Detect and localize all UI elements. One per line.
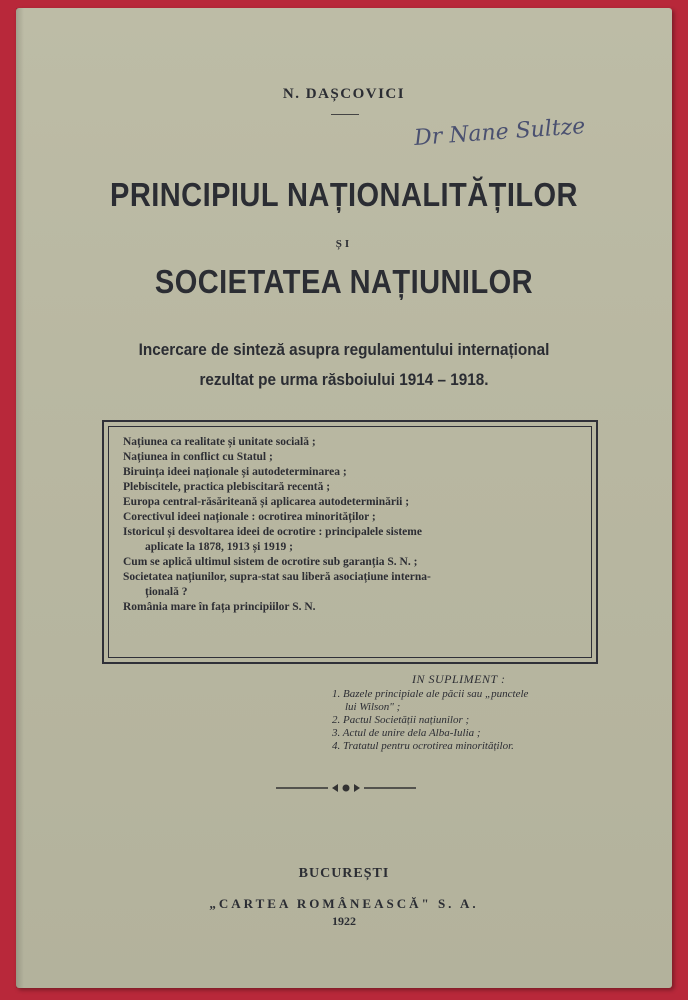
supplement-item: 2. Pactul Societății națiunilor ;	[332, 714, 470, 726]
ornament-divider-icon	[276, 780, 416, 796]
subtitle-line-1: Incercare de sinteză asupra regulamentului internațional	[138, 340, 550, 359]
book-cover	[16, 8, 672, 988]
contents-list	[108, 426, 592, 658]
title-conjunction: ȘI	[335, 238, 353, 250]
supplement-item: lui Wilson" ;	[345, 701, 401, 713]
supplement-item: 3. Actul de unire dela Alba-Iulia ;	[332, 727, 481, 739]
supplement-heading: IN SUPLIMENT :	[412, 672, 506, 686]
title-line-1: PRINCIPIUL NAȚIONALITĂȚILOR	[110, 176, 578, 213]
spine-shadow	[16, 8, 24, 988]
supplement-item: 4. Tratatul pentru ocrotirea minorităților.	[332, 740, 514, 752]
contents-item: Biruința ideei naționale și autodeterminarea ;	[123, 466, 347, 478]
title-line-2: SOCIETATEA NAȚIUNILOR	[154, 263, 534, 300]
author-name: N. DAȘCOVICI	[282, 86, 406, 102]
contents-item: aplicate la 1878, 1913 și 1919 ;	[145, 541, 293, 553]
publisher-name: „CARTEA ROMÂNEASCĂ" S. A.	[209, 896, 479, 911]
contents-item: țională ?	[145, 586, 188, 598]
contents-item: Națiunea ca realitate și unitate socială ;	[123, 436, 316, 448]
supplement-item: 1. Bazele principiale ale păcii sau „punctele	[332, 688, 529, 700]
publication-year: 1922	[332, 914, 356, 928]
contents-box	[102, 420, 598, 664]
contents-item: Plebiscitele, practica plebiscitară recentă ;	[123, 481, 331, 493]
contents-item: Corectivul ideei naționale : ocrotirea minorităților ;	[123, 511, 376, 523]
contents-item: Europa central-răsăriteană și aplicarea autodeterminării ;	[123, 496, 410, 508]
author-underline	[331, 114, 359, 115]
supplement-list	[332, 688, 528, 753]
publication-city: BUCUREȘTI	[298, 866, 390, 881]
handwritten-signature: Dr Nane Sultze	[413, 114, 587, 151]
contents-item: Națiunea in conflict cu Statul ;	[123, 451, 273, 463]
contents-item: România mare în fața principiilor S. N.	[123, 601, 316, 613]
contents-item: Cum se aplică ultimul sistem de ocrotire sub garanția S. N. ;	[123, 556, 418, 568]
contents-item: Istoricul și desvoltarea ideei de ocrotire : principalele sisteme	[123, 526, 422, 538]
subtitle-line-2: rezultat pe urma răsboiului 1914 – 1918.	[199, 370, 489, 389]
contents-item: Societatea națiunilor, supra-stat sau liberă asociațiune interna-	[123, 571, 431, 583]
